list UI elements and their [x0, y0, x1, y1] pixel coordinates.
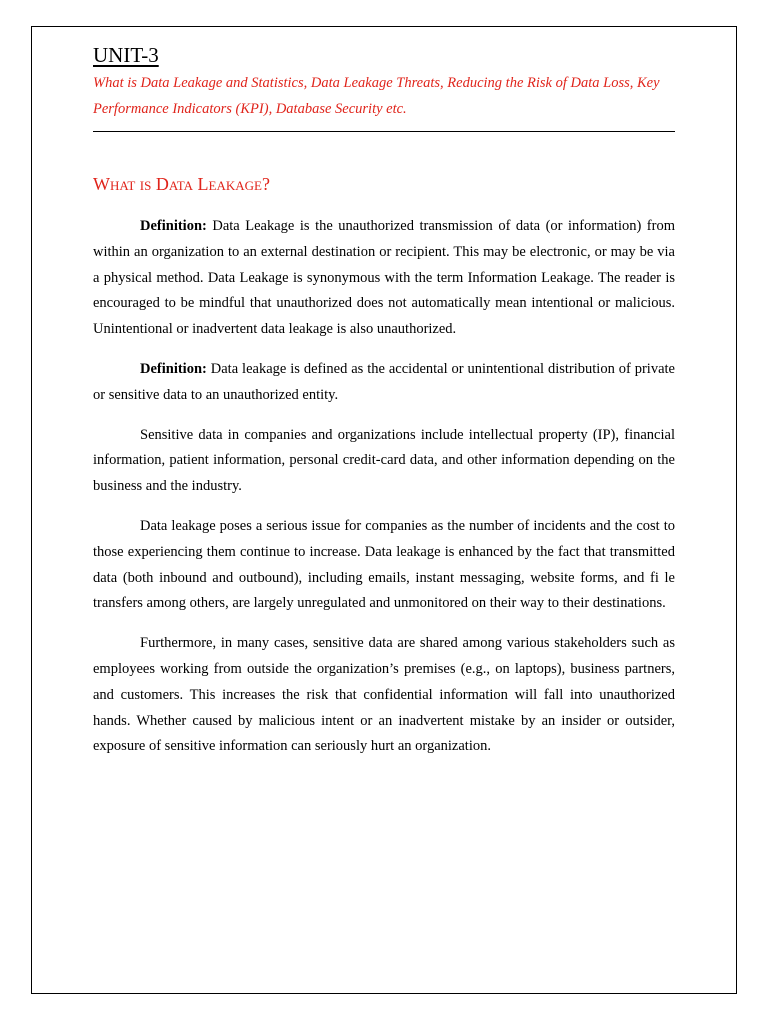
- paragraph-text: Data Leakage is the unauthorized transmission of data (or information) from within an organization to an external destination or recipient. This may be electronic, or may be via a physical method. Data Leakage is synonymous with the term Information Leakage. The reader is encouraged to be mindful that unauthorized does not automatically mean intentional or malicious. Unintentional or inadvertent data leakage is also unauthorized.: [93, 218, 675, 338]
- paragraph-text: Data leakage is defined as the accidental or unintentional distribution of private or sensitive data to an unauthorized entity.: [93, 360, 675, 403]
- section-heading-text: What is Data Leakage?: [93, 174, 270, 194]
- document-content: [93, 40, 675, 774]
- body-text: [93, 214, 675, 760]
- paragraph-definition-1: [93, 214, 675, 343]
- section-heading: [93, 172, 675, 196]
- paragraph-furthermore: Furthermore, in many cases, sensitive data are shared among various stakeholders such as employees working from outside the organization’s premises (e.g., on laptops), business partners, and customers. This increases the risk that confidential information will fall into unauthorized hands. Whether caused by malicious intent or an inadvertent mistake by an insider or outsider, exposure of sensitive information can seriously hurt an organization.: [93, 635, 675, 755]
- definition-label: Definition:: [140, 218, 207, 234]
- paragraph-serious-issue: Data leakage poses a serious issue for companies as the number of incidents and the cost to those experiencing them continue to increase. Data leakage is enhanced by the fact that transmitted data (both inbound and outbound), including emails, instant messaging, website forms, and fi le transfers among others, are largely unregulated and unmonitored on their way to their destinations.: [93, 517, 675, 612]
- paragraph-definition-2: [93, 357, 675, 409]
- definition-label: Definition:: [140, 360, 207, 377]
- paragraph-sensitive-data: Sensitive data in companies and organizations include intellectual property (IP), financial information, patient information, personal credit-card data, and other information depending on the business and the industry.: [93, 426, 675, 495]
- header-divider: [93, 131, 675, 132]
- unit-subtitle: What is Data Leakage and Statistics, Data Leakage Threats, Reducing the Risk of Data Loss, Key Performance Indicators (KPI), Database Security etc.: [93, 75, 660, 117]
- unit-title: UNIT-3: [93, 43, 159, 67]
